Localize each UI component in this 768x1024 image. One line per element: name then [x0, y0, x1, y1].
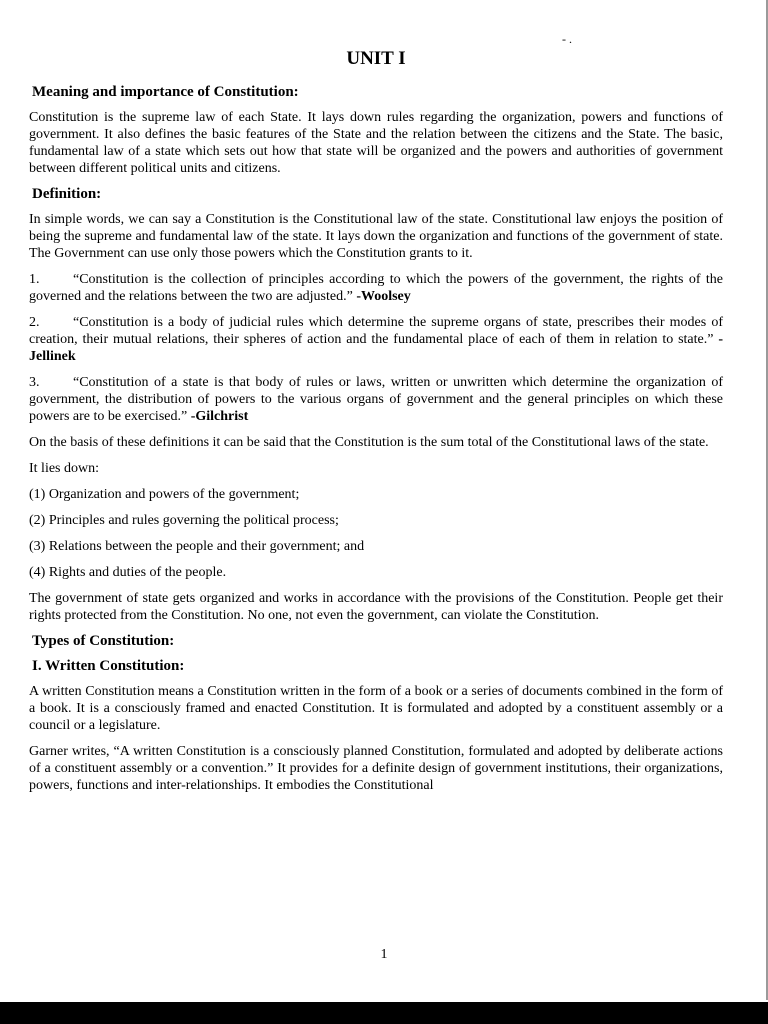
lies-down-label: It lies down:: [29, 461, 99, 476]
list-item: (3) Relations between the people and their government; and: [29, 539, 365, 554]
paragraph-definition: In simple words, we can say a Constitution is the Constitutional law of the state. Constitutional law enjoys the position of being the supreme and fundamental law of the state. It lays down the organization and functions of the government of state. The Government can use only those powers which the Constitution grants to it.: [29, 212, 723, 261]
paragraph-government: The government of state gets organized and works in accordance with the provisions of the Constitution. People get their rights protected from the Constitution. No one, not even the government, can violate the Constitution.: [29, 591, 723, 623]
definition-author: -Jellinek: [29, 332, 723, 364]
definition-text: “Constitution is a body of judicial rules which determine the supreme organs of state, prescribes their modes of creation, their mutual relations, their spheres of action and the fundamental place of each of them in relation to state.”: [29, 315, 723, 347]
definition-text: “Constitution of a state is that body of rules or laws, written or unwritten which determine the organization of government, the distribution of powers to the various organs of government and the general principles on which these powers are to be exercised.”: [29, 375, 723, 424]
paragraph-garner: Garner writes, “A written Constitution is a consciously planned Constitution, formulated and adopted by deliberate actions of a constituent assembly or a convention.” It provides for a definite design of government institutions, their organizations, powers, functions and inter-relationships. It embodies the Constitutional: [29, 744, 723, 793]
definition-text: “Constitution is the collection of principles according to which the powers of the government, the rights of the governed and the relations between the two are adjusted.”: [29, 272, 723, 304]
definition-number: 1.: [29, 272, 40, 287]
bottom-black-bar: [0, 1002, 768, 1024]
definition-item: [29, 374, 723, 425]
list-item: (1) Organization and powers of the government;: [29, 487, 300, 502]
page-content: [29, 48, 723, 803]
section-heading-definition: Definition:: [32, 186, 102, 202]
stray-mark: - .: [562, 32, 572, 46]
page-number: 1: [380, 947, 388, 962]
paragraph-basis: On the basis of these definitions it can be said that the Constitution is the sum total of the Constitutional laws of the state.: [29, 435, 709, 450]
section-heading-types: Types of Constitution:: [32, 633, 175, 649]
paragraph-meaning: Constitution is the supreme law of each State. It lays down rules regarding the organization, powers and functions of government. It also defines the basic features of the State and the relation between the citizens and the State. The basic, fundamental law of a state which sets out how that state will be organized and the powers and authorities of government between different political units and citizens.: [29, 110, 723, 176]
definition-author: -Gilchrist: [190, 409, 249, 424]
paragraph-written: A written Constitution means a Constitution written in the form of a book or a series of documents combined in the form of a book. It is a consciously framed and enacted Constitution. It is formulated and adopted by a constituent assembly or a council or a legislature.: [29, 684, 723, 733]
definition-number: 2.: [29, 315, 40, 330]
section-heading-meaning: Meaning and importance of Constitution:: [32, 84, 299, 100]
page-title: UNIT I: [346, 48, 406, 69]
list-item: (4) Rights and duties of the people.: [29, 565, 227, 580]
list-item: (2) Principles and rules governing the political process;: [29, 513, 339, 528]
definition-number: 3.: [29, 375, 40, 390]
section-heading-written: I. Written Constitution:: [32, 658, 185, 674]
definition-item: [29, 271, 723, 305]
definition-author: -Woolsey: [356, 289, 411, 304]
definition-item: [29, 314, 723, 365]
